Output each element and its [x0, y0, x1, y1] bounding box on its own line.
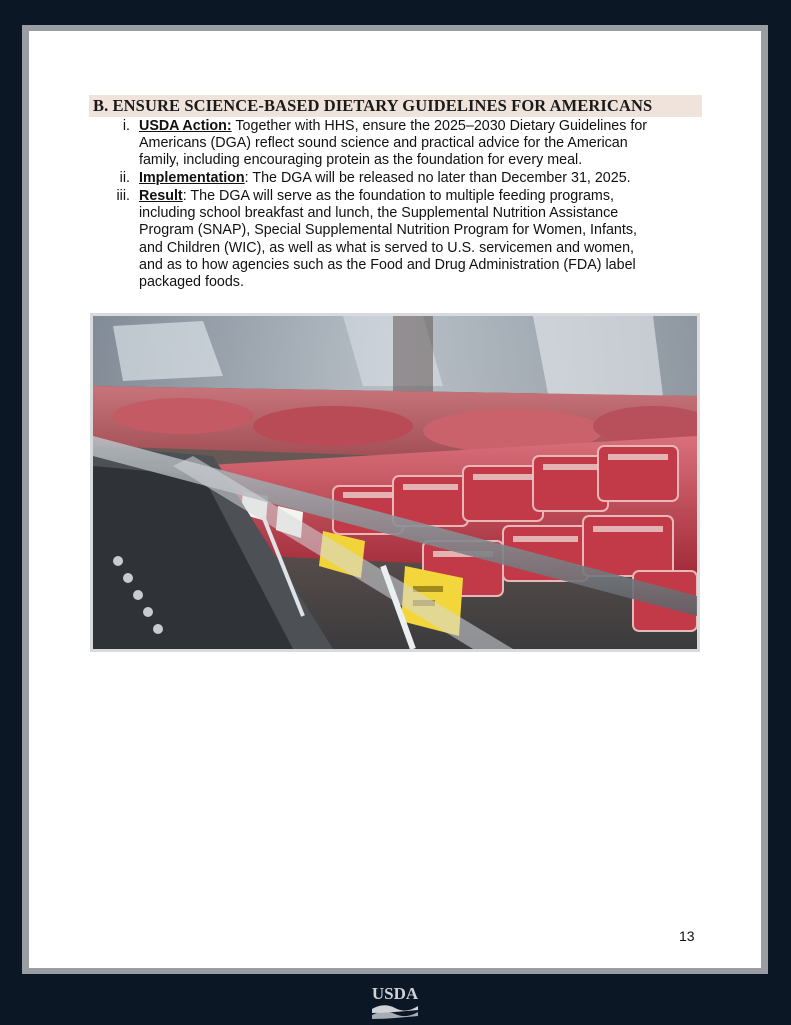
meat-counter-illustration	[93, 316, 697, 649]
list-item	[0, 170, 791, 188]
item-line: packaged foods.	[139, 274, 244, 291]
list-item	[0, 188, 791, 292]
item-line: Program (SNAP), Special Supplemental Nutrition Program for Women, Infants,	[139, 222, 637, 239]
item-line: and Children (WIC), as well as what is served to U.S. servicemen and women,	[139, 239, 635, 256]
item-text	[139, 170, 699, 187]
page-number: 13	[679, 928, 695, 944]
item-label: Result	[139, 188, 183, 204]
item-label: Implementation	[139, 170, 245, 186]
item-label: USDA Action:	[139, 118, 232, 134]
item-number: i.	[122, 118, 130, 134]
item-number: iii.	[116, 188, 130, 204]
item-text	[139, 188, 699, 291]
item-number: ii.	[119, 170, 130, 186]
usda-logo-text: USDA	[371, 984, 419, 1003]
item-line: Americans (DGA) reflect sound science and practical advice for the American	[139, 135, 628, 152]
list-item	[0, 118, 791, 170]
item-line: : The DGA will be released no later than December 31, 2025.	[244, 170, 631, 186]
usda-logo-icon	[369, 982, 421, 1020]
usda-logo	[369, 982, 421, 1020]
item-line: Together with HHS, ensure the 2025–2030 Dietary Guidelines for	[235, 118, 648, 134]
item-text	[139, 118, 699, 170]
item-line: family, including encouraging protein as the foundation for every meal.	[139, 152, 583, 169]
meat-counter-photo	[93, 316, 697, 649]
item-line: and as to how agencies such as the Food and Drug Administration (FDA) label	[139, 256, 636, 273]
item-line: including school breakfast and lunch, the Supplemental Nutrition Assistance	[139, 205, 619, 222]
section-heading: B. ENSURE SCIENCE-BASED DIETARY GUIDELINES FOR AMERICANS	[93, 96, 653, 115]
item-line: : The DGA will serve as the foundation to multiple feeding programs,	[182, 188, 614, 204]
